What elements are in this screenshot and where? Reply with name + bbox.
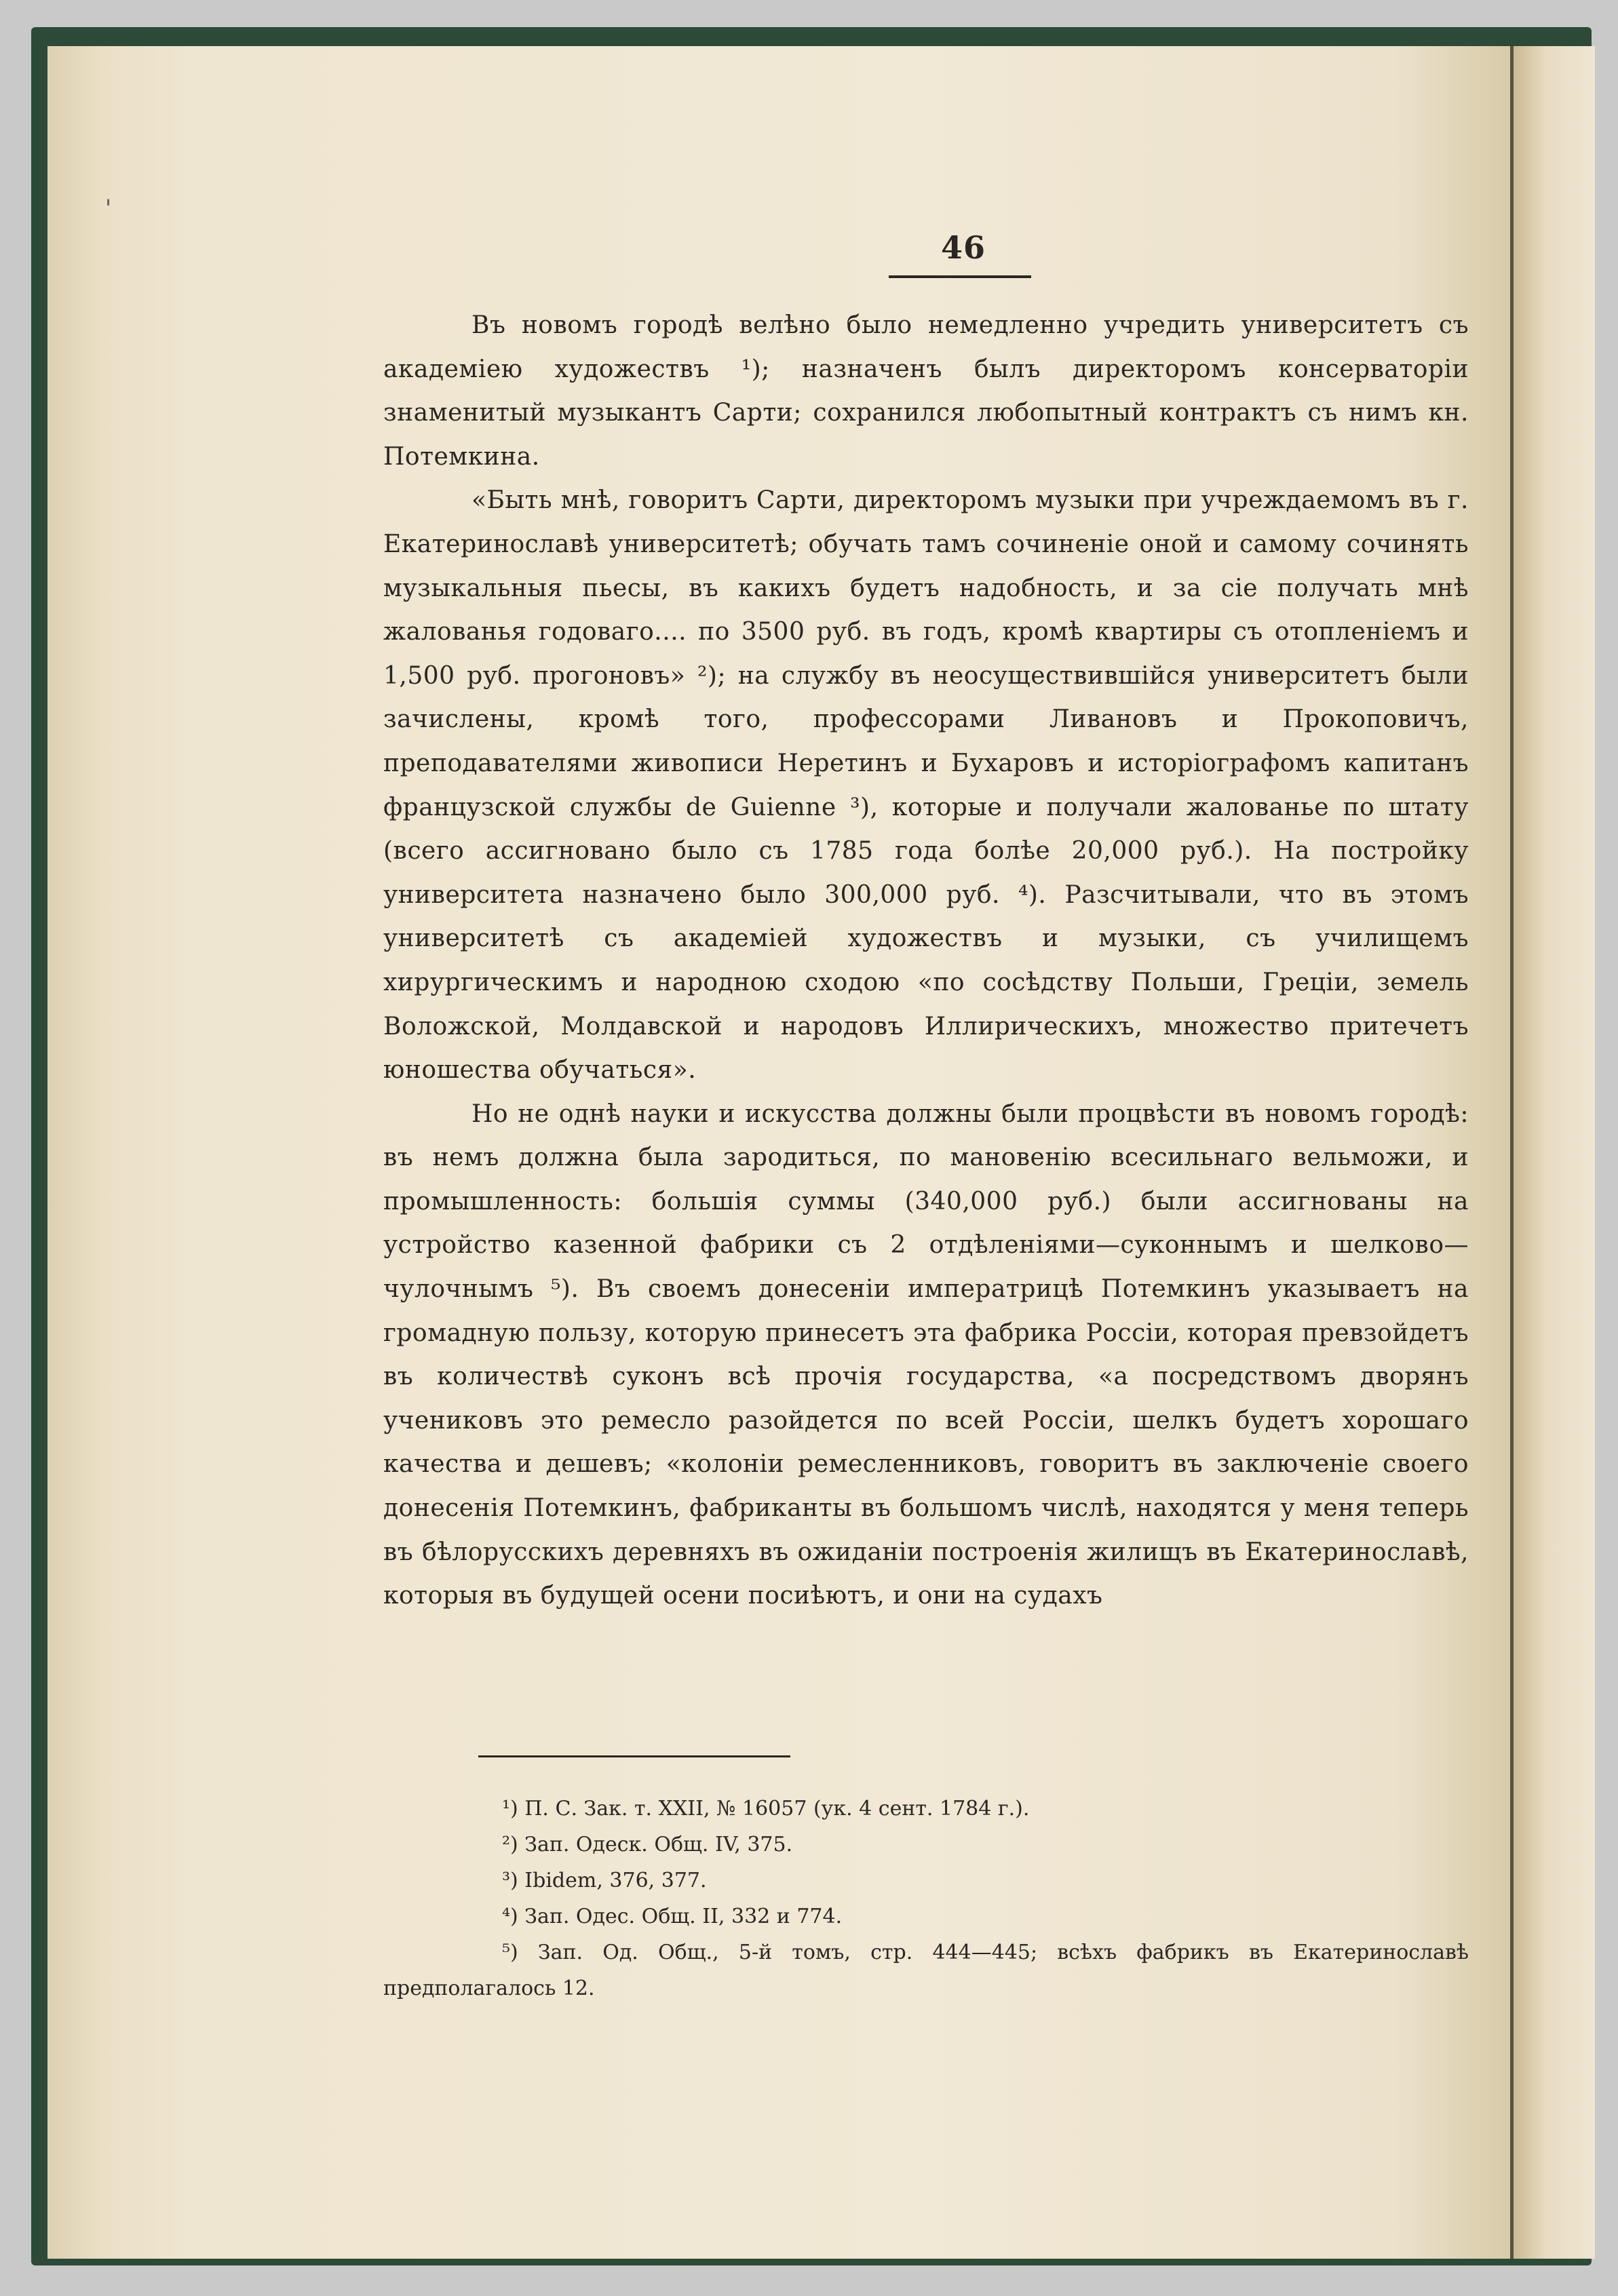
footnote-4: ⁴) Зап. Одес. Общ. II, 332 и 774. — [502, 1905, 843, 1928]
page-number-rule — [889, 275, 1031, 278]
book-page — [47, 46, 1510, 2259]
footnote-2: ²) Зап. Одеск. Общ. IV, 375. — [502, 1833, 793, 1856]
page-number: 46 — [940, 229, 986, 266]
footnote-3: ³) Ibidem, 376, 377. — [502, 1869, 707, 1892]
paragraph-2: «Быть мнѣ, говоритъ Сарти, директоромъ музыки при учреждаемомъ въ г. Екатеринославѣ университетѣ; обучать тамъ сочиненiе оной и самому сочинять музыкальныя пьесы, въ какихъ будетъ надобность, и за сiе получать мнѣ жалованья годоваго.... по 3500 руб. въ годъ, кромѣ квартиры съ отопленiемъ и 1,500 руб. прогоновъ» ²); на службу въ неосуществившiйся университетъ были зачислены, кромѣ того, профессорами Ливановъ и Прокоповичъ, преподавателями живописи Неретинъ и Бухаровъ и исторiографомъ капитанъ французской службы de Guienne ³), которые и получали жалованье по штату (всего ассигновано было съ 1785 года болѣе 20,000 руб.). На постройку университета назначено было 300,000 руб. ⁴). Разсчитывали, что въ этомъ университетѣ съ академiей художествъ и музыки, съ училищемъ хирургическимъ и народною сходою «по сосѣдству Польши, Грецiи, земель Воложской, Молдавской и народовъ Иллирическихъ, множество притечетъ юношества обучаться». — [383, 486, 1469, 1085]
footnote-1: ¹) П. С. Зак. т. XXII, № 16057 (ук. 4 сент. 1784 г.). — [502, 1797, 1030, 1821]
paragraph-1: Въ новомъ городѣ велѣно было немедленно учредить университетъ съ академiею художествъ ¹); назначенъ былъ директоромъ консерваторiи знаменитый музыкантъ Сарти; сохранился любопытный контрактъ съ нимъ кн. Потемкина. — [383, 311, 1469, 471]
footnote-5: ⁵) Зап. Од. Общ., 5-й томъ, стр. 444—445; всѣхъ фабрикъ въ Екатеринославѣ предполагалось 12. — [383, 1941, 1469, 2000]
margin-mark: ˈ — [104, 195, 112, 227]
footnotes — [383, 1791, 1469, 2006]
facing-page-edge — [1509, 46, 1595, 2259]
paragraph-3: Но не однѣ науки и искусства должны были процвѣсти въ новомъ городѣ: въ немъ должна была зародиться, по мановенiю всесильнаго вельможи, и промышленность: большiя суммы (340,000 руб.) были ассигнованы на устройство казенной фабрики съ 2 отдѣленiями—суконнымъ и шелково—чулочнымъ ⁵). Въ своемъ донесенiи императрицѣ Потемкинъ указываетъ на громадную пользу, которую принесетъ эта фабрика Россiи, которая превзойдетъ въ количествѣ суконъ всѣ прочiя государства, «а посредствомъ дворянъ учениковъ это ремесло разойдется по всей Россiи, шелкъ будетъ хорошаго качества и дешевъ; «колонiи ремесленниковъ, говоритъ въ заключенiе своего донесенiя Потемкинъ, фабриканты въ большомъ числѣ, находятся у меня теперь въ бѣлорусскихъ деревняхъ въ ожиданiи построенiя жилищъ въ Екатеринославѣ, которыя въ будущей осени посиѣютъ, и они на судахъ — [383, 1100, 1469, 1610]
footnote-rule — [478, 1755, 790, 1757]
body-text — [383, 304, 1469, 1618]
